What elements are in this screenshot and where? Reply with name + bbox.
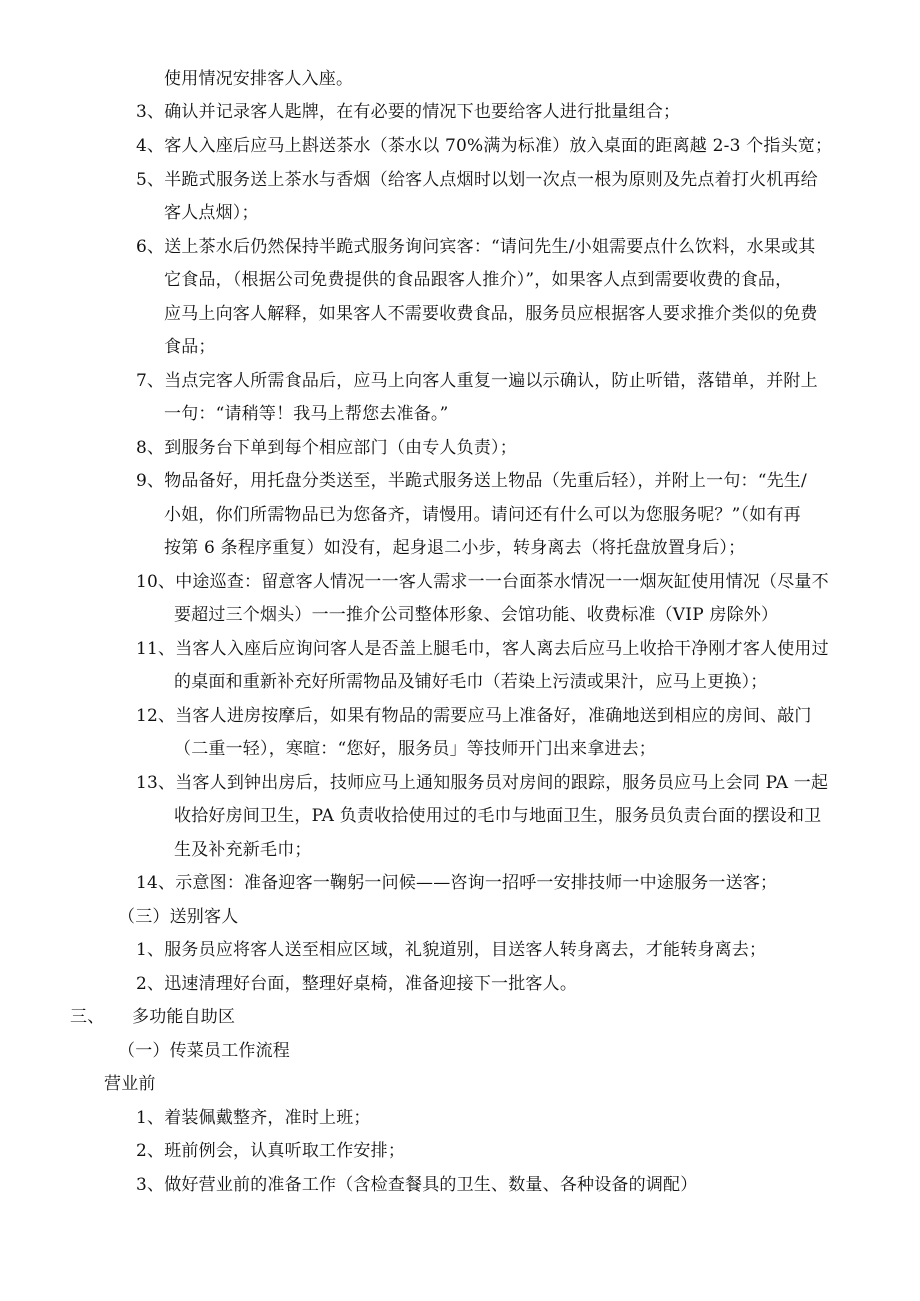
text-line: 12、当客人进房按摩后，如果有物品的需要应马上准备好，准确地送到相应的房间、敲门 (136, 706, 812, 726)
text-line: 生及补充新毛巾； (174, 840, 312, 860)
text-line: 2、班前例会，认真听取工作安排； (136, 1141, 406, 1161)
text-line: 5、半跪式服务送上茶水与香烟（给客人点烟时以划一次点一根为原则及先点着打火机再给 (136, 170, 818, 190)
text-line: 1、着装佩戴整齐，准时上班； (136, 1108, 371, 1128)
text-line: 应马上向客人解释，如果客人不需要收费食品，服务员应根据客人要求推介类似的免费 (164, 304, 818, 324)
text-line: 小姐，你们所需物品已为您备齐，请慢用。请问还有什么可以为您服务呢？”（如有再 (164, 505, 801, 525)
text-line: 11、当客人入座后应询问客人是否盖上腿毛巾，客人离去后应马上收拾干净刚才客人使用过 (136, 639, 829, 659)
text-line: 3、做好营业前的准备工作（含检查餐具的卫生、数量、各种设备的调配） (136, 1175, 698, 1195)
text-line: 客人点烟）； (164, 203, 259, 223)
section-number: 三、 (70, 1007, 105, 1027)
text-line: 食品； (164, 337, 216, 357)
text-line: 1、服务员应将客人送至相应区域，礼貌道别，目送客人转身离去，才能转身离去； (136, 940, 767, 960)
text-line: 13、当客人到钟出房后，技师应马上通知服务员对房间的跟踪，服务员应马上会同 PA 一起 (136, 773, 829, 793)
text-line: 14、示意图：准备迎客一鞠躬一问候——咨询一招呼一安排技师一中途服务一送客； (136, 873, 778, 893)
subsection-heading: （一）传菜员工作流程 (118, 1041, 290, 1061)
text-line: 要超过三个烟头）一一推介公司整体形象、会馆功能、收费标准（VIP 房除外） (174, 605, 779, 625)
text-line: 4、客人入座后应马上斟送茶水（茶水以 70%满为标准）放入桌面的距离越 2-3 个指头宽； (136, 136, 833, 156)
text-line: 3、确认并记录客人匙牌，在有必要的情况下也要给客人进行批量组合； (136, 102, 681, 122)
text-line: 8、到服务台下单到每个相应部门（由专人负责）； (136, 438, 517, 458)
text-line: 7、当点完客人所需食品后，应马上向客人重复一遍以示确认，防止听错，落错单，并附上 (136, 371, 818, 391)
section-heading: 多功能自助区 (132, 1007, 236, 1027)
text-line: 6、送上茶水后仍然保持半跪式服务询问宾客：“请问先生/小姐需要点什么饮料，水果或其 (136, 237, 816, 257)
text-line: 2、迅速清理好台面，整理好桌椅，准备迎接下一批客人。 (136, 974, 578, 994)
text-line: 按第 6 条程序重复）如没有，起身退二小步，转身离去（将托盘放置身后）； (164, 538, 746, 558)
text-line: 10、中途巡查：留意客人情况一一客人需求一一台面茶水情况一一烟灰缸使用情况（尽量不 (136, 572, 829, 592)
subsection-label: 营业前 (104, 1074, 156, 1094)
text-line: （二重一轻），寒暄：“您好，服务员」等技师开门出来拿进去； (174, 739, 656, 759)
text-line: 9、物品备好，用托盘分类送至，半跪式服务送上物品（先重后轻），并附上一句：“先生/ (136, 471, 807, 491)
text-line: 收拾好房间卫生，PA 负责收拾使用过的毛巾与地面卫生，服务员负责台面的摆设和卫 (174, 806, 822, 826)
section-heading: （三）送别客人 (118, 907, 239, 927)
text-line: 的桌面和重新补充好所需物品及铺好毛巾（若染上污渍或果汁，应马上更换）； (174, 672, 768, 692)
text-line: 使用情况安排客人入座。 (164, 69, 354, 89)
text-line: 一句：“请稍等！我马上帮您去准备。” (164, 404, 449, 424)
text-line: 它食品，（根据公司免费提供的食品跟客人推介）”，如果客人点到需要收费的食品， (164, 270, 793, 290)
